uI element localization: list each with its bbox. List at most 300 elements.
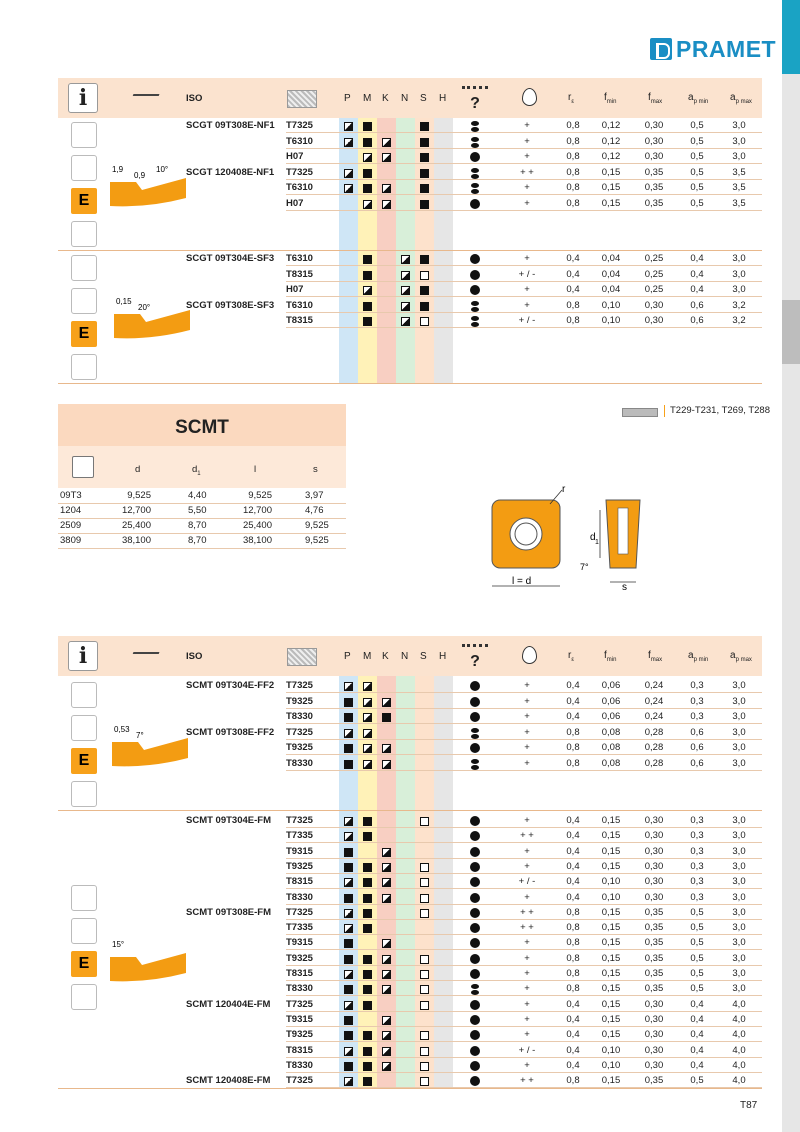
param-apmax: 3,0 xyxy=(732,906,746,918)
edge-tab-strip xyxy=(782,0,800,1132)
tool-holder-icon xyxy=(71,918,97,944)
chip-form-dot xyxy=(470,969,480,979)
chip-form-dot xyxy=(470,285,480,295)
param-r: 0,8 xyxy=(566,315,580,326)
coolant: + + xyxy=(520,906,534,918)
coolant: + xyxy=(524,1013,530,1025)
param-apmax: 3,0 xyxy=(732,845,746,857)
grade: T9325 xyxy=(286,1029,313,1041)
param-r: 0,4 xyxy=(566,845,580,857)
param-apmax: 3,0 xyxy=(732,757,746,769)
param-apmin: 0,3 xyxy=(690,860,704,872)
param-apmin: 0,4 xyxy=(690,1013,704,1025)
chip-form-dot xyxy=(470,1076,480,1086)
label-s: s xyxy=(622,582,627,592)
param-apmin: 0,3 xyxy=(690,891,704,903)
grade: T7325 xyxy=(286,120,313,131)
grade: T9315 xyxy=(286,1013,313,1025)
suitability-half xyxy=(401,286,410,295)
profile-label: 10° xyxy=(156,165,169,174)
header-param-symbol: f xyxy=(648,650,651,661)
param-apmax: 3,0 xyxy=(732,815,746,826)
coolant: + / - xyxy=(518,876,536,888)
param-r: 0,4 xyxy=(566,1029,580,1041)
stripe-H xyxy=(434,636,453,1088)
param-fmin: 0,15 xyxy=(601,1013,621,1025)
suitability-half xyxy=(344,184,353,193)
grade: T7325 xyxy=(286,998,313,1010)
cutting-edge-profile xyxy=(114,310,190,338)
suitability-half xyxy=(401,317,410,326)
param-apmax: 3,0 xyxy=(732,922,746,934)
param-apmax: 4,0 xyxy=(732,998,746,1010)
stripe-K xyxy=(377,78,396,384)
chip-breaker-icon: ? xyxy=(462,644,488,669)
suitability-sq xyxy=(420,302,429,311)
param-fmin: 0,08 xyxy=(601,726,621,738)
suitability-sq xyxy=(344,1062,353,1071)
param-apmin: 0,5 xyxy=(690,952,704,964)
coolant: + xyxy=(524,135,530,147)
param-fmin: 0,10 xyxy=(601,315,621,326)
suitability-sq xyxy=(344,713,353,722)
param-apmax: 3,5 xyxy=(732,197,746,209)
scmt-d: 12,700 xyxy=(121,505,151,516)
param-apmin: 0,5 xyxy=(690,922,704,934)
param-r: 0,8 xyxy=(566,151,580,162)
coolant: + xyxy=(524,695,530,707)
param-apmax: 3,0 xyxy=(732,695,746,707)
header-param-symbol: a xyxy=(688,92,694,103)
workpiece-icon xyxy=(287,90,317,108)
chip-form-dot xyxy=(470,1015,480,1025)
coolant: + + xyxy=(520,1075,534,1087)
coolant: + xyxy=(524,197,530,209)
param-r: 0,4 xyxy=(566,1044,580,1056)
coolant-drop-icon xyxy=(522,88,537,106)
suitability-open xyxy=(420,271,429,280)
suitability-half xyxy=(363,153,372,162)
param-r: 0,4 xyxy=(566,998,580,1010)
header-material-K: K xyxy=(382,651,389,662)
param-apmax: 4,0 xyxy=(732,1059,746,1071)
suitability-half xyxy=(382,760,391,769)
label-angle: 7° xyxy=(580,562,589,572)
param-fmax: 0,25 xyxy=(644,253,664,264)
suitability-sq xyxy=(363,1031,372,1040)
suitability-half xyxy=(382,1031,391,1040)
param-apmax: 3,0 xyxy=(732,726,746,738)
param-fmin: 0,04 xyxy=(601,268,621,280)
suitability-half xyxy=(344,924,353,933)
param-fmin: 0,15 xyxy=(601,906,621,918)
insert-photo-icon xyxy=(71,221,97,247)
param-fmax: 0,35 xyxy=(644,182,664,193)
chip-form-symbol xyxy=(471,301,479,312)
param-r: 0,4 xyxy=(566,860,580,872)
suitability-sq xyxy=(363,1047,372,1056)
param-r: 0,8 xyxy=(566,182,580,193)
param-r: 0,4 xyxy=(566,253,580,264)
header-material-N: N xyxy=(401,93,409,104)
label-r: r xyxy=(562,484,566,495)
param-apmin: 0,3 xyxy=(690,711,704,722)
header-material-H: H xyxy=(439,93,447,104)
chip-form-dot xyxy=(470,152,480,162)
insert-photo-icon xyxy=(71,781,97,807)
suitability-sq xyxy=(363,832,372,841)
param-fmax: 0,35 xyxy=(644,922,664,934)
scmt-col-0 xyxy=(135,464,140,477)
header-material-N: N xyxy=(401,651,409,662)
suitability-open xyxy=(420,817,429,826)
param-fmax: 0,30 xyxy=(644,876,664,888)
grade: H07 xyxy=(286,197,304,209)
scmt-row-line xyxy=(58,518,346,519)
param-r: 0,8 xyxy=(566,922,580,934)
insert-square-icon xyxy=(72,456,94,478)
coolant: + / - xyxy=(518,1044,536,1056)
grade: T8315 xyxy=(286,968,313,979)
chip-form-dot xyxy=(470,681,480,691)
param-apmax: 4,0 xyxy=(732,1013,746,1025)
scmt-col-3 xyxy=(313,464,318,477)
stripe-N xyxy=(396,636,415,1088)
param-r: 0,8 xyxy=(566,937,580,949)
param-fmax: 0,30 xyxy=(644,151,664,162)
grade: T8315 xyxy=(286,268,313,280)
suitability-open xyxy=(420,909,429,918)
param-apmax: 4,0 xyxy=(732,1075,746,1087)
suitability-sq xyxy=(344,744,353,753)
cutting-edge-profile xyxy=(110,953,186,981)
suitability-half xyxy=(344,1047,353,1056)
suitability-open xyxy=(420,970,429,979)
scmt-col-2 xyxy=(254,464,256,477)
chip-form-dot xyxy=(470,893,480,903)
coolant: + / - xyxy=(518,315,536,326)
edge-tab-active xyxy=(782,0,800,74)
coolant: + xyxy=(524,299,530,311)
toughness-icon xyxy=(71,155,97,181)
param-r: 0,8 xyxy=(566,742,580,753)
iso-code: SCMT 09T304E-FM xyxy=(186,815,271,826)
starburst-icon xyxy=(71,885,97,911)
coolant: + xyxy=(524,120,530,131)
suitability-half xyxy=(344,832,353,841)
header-param-0 xyxy=(568,90,574,110)
suitability-open xyxy=(420,1047,429,1056)
chip-form-symbol xyxy=(471,759,479,770)
header-param-1 xyxy=(604,90,616,110)
chip-form-dot xyxy=(470,743,480,753)
param-fmin: 0,15 xyxy=(601,952,621,964)
param-r: 0,8 xyxy=(566,166,580,178)
label-ld: l = d xyxy=(512,576,532,587)
chip-breaker-icon: ? xyxy=(462,86,488,111)
suitability-open xyxy=(420,317,429,326)
grade: T9315 xyxy=(286,937,313,949)
param-apmax: 3,0 xyxy=(732,876,746,888)
param-apmin: 0,3 xyxy=(690,876,704,888)
scmt-code: 3809 xyxy=(60,535,82,546)
scmt-code: 2509 xyxy=(60,520,82,531)
grade: T8330 xyxy=(286,1059,313,1071)
param-apmax: 3,0 xyxy=(732,151,746,162)
grade: T7325 xyxy=(286,815,313,826)
param-apmin: 0,5 xyxy=(690,983,704,995)
param-r: 0,8 xyxy=(566,120,580,131)
param-r: 0,4 xyxy=(566,711,580,722)
header-param-4 xyxy=(730,90,752,110)
coolant: + xyxy=(524,182,530,193)
param-apmin: 0,6 xyxy=(690,757,704,769)
param-fmax: 0,25 xyxy=(644,268,664,280)
row-line xyxy=(286,770,762,771)
suitability-sq xyxy=(363,184,372,193)
param-apmin: 0,5 xyxy=(690,135,704,147)
param-fmin: 0,15 xyxy=(601,1029,621,1041)
param-apmin: 0,5 xyxy=(690,120,704,131)
coolant: + + xyxy=(520,166,534,178)
header-param-sub: max xyxy=(650,657,663,663)
param-r: 0,8 xyxy=(566,135,580,147)
coolant: + xyxy=(524,983,530,995)
scmt-d: 25,400 xyxy=(121,520,151,531)
header-material-H: H xyxy=(439,651,447,662)
param-fmin: 0,08 xyxy=(601,742,621,753)
header-material-P: P xyxy=(344,93,351,104)
param-r: 0,4 xyxy=(566,876,580,888)
param-fmin: 0,15 xyxy=(601,830,621,842)
grade: T8315 xyxy=(286,315,313,326)
param-r: 0,4 xyxy=(566,815,580,826)
chip-form-symbol xyxy=(471,316,479,327)
param-apmin: 0,6 xyxy=(690,299,704,311)
stripe-H xyxy=(434,78,453,384)
suitability-sq xyxy=(363,909,372,918)
param-fmin: 0,15 xyxy=(601,1075,621,1087)
param-apmax: 3,0 xyxy=(732,268,746,280)
suitability-half xyxy=(382,1062,391,1071)
scmt-dimension-header xyxy=(58,446,346,488)
label-d1-sub: 1 xyxy=(595,539,599,546)
chip-form-dot xyxy=(470,697,480,707)
universal-icon xyxy=(71,122,97,148)
iso-code: SCGT 09T308E-SF3 xyxy=(186,299,275,311)
suitability-sq xyxy=(420,200,429,209)
suitability-sq xyxy=(420,122,429,131)
param-apmin: 0,5 xyxy=(690,968,704,979)
param-fmin: 0,15 xyxy=(601,815,621,826)
param-r: 0,8 xyxy=(566,968,580,979)
sf3-geometry-drawing xyxy=(112,292,192,342)
param-fmax: 0,30 xyxy=(644,1044,664,1056)
chip-form-dot xyxy=(470,831,480,841)
param-apmin: 0,6 xyxy=(690,315,704,326)
chip-form-dot xyxy=(470,1000,480,1010)
scmt-row-line xyxy=(58,548,346,549)
cutting-edge-profile xyxy=(112,738,188,766)
grade: T7325 xyxy=(286,680,313,691)
row-line xyxy=(286,210,762,211)
param-r: 0,4 xyxy=(566,830,580,842)
header-material-M: M xyxy=(363,93,372,104)
header-param-3 xyxy=(688,90,708,110)
universal-icon xyxy=(71,682,97,708)
suitability-half xyxy=(382,1047,391,1056)
chip-form-dot xyxy=(470,938,480,948)
suitability-open xyxy=(420,1062,429,1071)
param-apmax: 4,0 xyxy=(732,1044,746,1056)
scmt-s: 9,525 xyxy=(305,535,329,546)
param-apmin: 0,4 xyxy=(690,284,704,295)
grade: T6310 xyxy=(286,135,313,147)
suitability-open xyxy=(420,1077,429,1086)
param-fmin: 0,15 xyxy=(601,983,621,995)
coolant-drop-icon xyxy=(522,646,537,664)
header-param-sub: ε xyxy=(571,99,575,105)
param-apmin: 0,5 xyxy=(690,151,704,162)
coolant: + xyxy=(524,952,530,964)
section-divider xyxy=(58,810,762,811)
suitability-sq xyxy=(420,255,429,264)
param-fmax: 0,35 xyxy=(644,952,664,964)
param-apmax: 3,0 xyxy=(732,680,746,691)
header-param-symbol: f xyxy=(648,92,651,103)
iso-code: SCGT 09T304E-SF3 xyxy=(186,253,275,264)
coolant: + xyxy=(524,711,530,722)
header-param-sub: ε xyxy=(571,657,575,663)
grade: T8330 xyxy=(286,757,313,769)
coolant: + xyxy=(524,845,530,857)
iso-code: SCGT 120408E-NF1 xyxy=(186,166,275,178)
suitability-sq xyxy=(363,138,372,147)
param-r: 0,8 xyxy=(566,952,580,964)
suitability-half xyxy=(363,729,372,738)
tool-holder-icon xyxy=(71,715,97,741)
param-fmax: 0,30 xyxy=(644,998,664,1010)
scmt-col-label: d xyxy=(192,464,198,475)
coolant: + xyxy=(524,680,530,691)
param-fmin: 0,10 xyxy=(601,299,621,311)
param-fmax: 0,35 xyxy=(644,1075,664,1087)
suitability-half xyxy=(344,729,353,738)
grade: T7335 xyxy=(286,922,313,934)
grade: T7335 xyxy=(286,830,313,842)
suitability-sq xyxy=(363,1077,372,1086)
suitability-sq xyxy=(363,317,372,326)
grade: T9325 xyxy=(286,742,313,753)
suitability-sq xyxy=(363,122,372,131)
suitability-sq xyxy=(363,924,372,933)
param-fmax: 0,30 xyxy=(644,315,664,326)
chip-form-symbol xyxy=(471,121,479,132)
header-param-sub: p min xyxy=(693,99,709,105)
suitability-sq xyxy=(363,169,372,178)
scmt-title: SCMT xyxy=(58,404,346,446)
brand-name: PRAMET xyxy=(676,35,777,62)
scmt-d: 9,525 xyxy=(127,490,151,501)
header-material-S: S xyxy=(420,651,427,662)
scmt-col-label: s xyxy=(313,464,318,475)
coolant: + / - xyxy=(518,268,536,280)
scmt-s: 3,97 xyxy=(305,490,324,501)
suitability-sq xyxy=(363,817,372,826)
header-param-4 xyxy=(730,648,752,668)
coolant: + xyxy=(524,757,530,769)
param-r: 0,4 xyxy=(566,268,580,280)
suitability-sq xyxy=(344,1016,353,1025)
page-number: T87 xyxy=(740,1100,758,1111)
suitability-sq xyxy=(382,713,391,722)
param-fmin: 0,15 xyxy=(601,845,621,857)
insert-photo-icon xyxy=(71,984,97,1010)
header-param-2 xyxy=(648,648,662,668)
grade: T7325 xyxy=(286,906,313,918)
param-fmin: 0,12 xyxy=(601,151,621,162)
grade: T9325 xyxy=(286,695,313,707)
param-r: 0,8 xyxy=(566,726,580,738)
holder-icon xyxy=(622,408,658,417)
param-apmin: 0,5 xyxy=(690,937,704,949)
grade: T7325 xyxy=(286,166,313,178)
ff2-geometry-drawing xyxy=(110,720,190,770)
param-fmax: 0,30 xyxy=(644,1059,664,1071)
param-fmin: 0,06 xyxy=(601,695,621,707)
chip-form-symbol xyxy=(471,137,479,148)
profile-label: 0,9 xyxy=(134,171,146,180)
suitability-half xyxy=(344,909,353,918)
row-line xyxy=(286,327,762,328)
holder-ref-divider xyxy=(664,405,665,417)
grade: T7325 xyxy=(286,726,313,738)
suitability-sq xyxy=(344,863,353,872)
suitability-half xyxy=(363,713,372,722)
param-fmax: 0,35 xyxy=(644,166,664,178)
suitability-sq xyxy=(363,894,372,903)
header-param-sub: min xyxy=(606,657,617,663)
fm-geometry-drawing xyxy=(108,935,188,985)
param-apmax: 3,5 xyxy=(732,166,746,178)
scmt-s: 9,525 xyxy=(305,520,329,531)
chip-form-dot xyxy=(470,954,480,964)
param-apmax: 3,0 xyxy=(732,711,746,722)
param-apmax: 3,0 xyxy=(732,284,746,295)
suitability-half xyxy=(344,138,353,147)
param-apmin: 0,3 xyxy=(690,830,704,842)
suitability-half xyxy=(363,286,372,295)
coolant: + xyxy=(524,284,530,295)
coolant: + xyxy=(524,726,530,738)
scmt-l: 38,100 xyxy=(242,535,272,546)
suitability-half xyxy=(382,1016,391,1025)
suitability-half xyxy=(363,760,372,769)
coolant: + xyxy=(524,891,530,903)
suitability-half xyxy=(363,200,372,209)
workpiece-icon xyxy=(287,648,317,666)
param-apmax: 3,2 xyxy=(732,299,746,311)
param-fmax: 0,30 xyxy=(644,299,664,311)
suitability-half xyxy=(401,271,410,280)
suitability-sq xyxy=(344,894,353,903)
param-apmin: 0,5 xyxy=(690,906,704,918)
suitability-open xyxy=(420,878,429,887)
insert-photo-icon xyxy=(71,354,97,380)
coolant: + + xyxy=(520,922,534,934)
param-apmax: 3,0 xyxy=(732,860,746,872)
nf1-geometry-drawing xyxy=(108,160,188,210)
